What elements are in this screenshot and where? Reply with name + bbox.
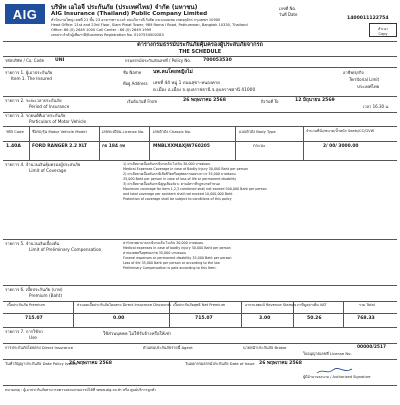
license-value: 00000/2517 <box>357 345 387 350</box>
net-premium-header: เบี้ยประกันภัยสุทธิ Net Premium <box>173 303 226 307</box>
stamps-value: 3.00 <box>259 316 271 321</box>
doc-no-value: 1400011122754 <box>347 16 389 21</box>
vehicle-header-body: แบบตัวถัง Body Type <box>239 129 276 134</box>
discount-value: 0.00 <box>113 316 125 321</box>
total-value: 768.33 <box>357 316 375 321</box>
item3-label-en: Particulars of Motor Vehicle <box>29 119 87 124</box>
company-name-th: บริษัท เอไอจี ประกันภัย (ประเทศไทย) จำกัด (มหาชน) <box>51 4 198 11</box>
vat-header: ภาษีมูลค่าเพิ่ม VAT <box>297 303 327 307</box>
item2-label-th: รายการ 2. ระยะเวลาประกันภัย <box>5 98 62 103</box>
doc-no-label: เลขที่ No. <box>279 6 297 11</box>
insured-address-value2: ต.เมือง อ.เมือง จ.อุบลราชธานี จ.อุบลราชธานี 41000 <box>153 88 256 93</box>
compensation-line: ค่ารักษาพยาบาลกรณีบาดเจ็บ ไม่เกิน 30,000 บาทต่อคน <box>123 241 204 245</box>
date-label: วันที่ Date <box>279 12 298 17</box>
authorized-signature-label: ผู้มีอำนาจลงนาม / Authorized Signature <box>303 375 371 379</box>
item2-label-en: Period of Insurance <box>29 104 70 109</box>
aig-logo: AIG <box>5 4 45 24</box>
company-name-en: AIG Insurance (Thailand) Public Company Limited <box>51 11 208 17</box>
issued-date-label: วันออกกรมธรรม์ประกันภัย Date of Issue <box>185 361 255 366</box>
territorial-limit-label: Territorial Limit <box>349 77 380 82</box>
agent-label: ตัวแทนประกันภัยรายนี้ Agent <box>143 345 193 350</box>
schedule-title-th: ตารางกรมธรรม์ประกันภัยคุ้มครองผู้ประสบภัยจากรถ <box>137 42 263 48</box>
issued-date-value: 26 พฤษภาคม 2568 <box>259 361 302 366</box>
phone-numbers: Office: 66 (0) 2649 1000 Call Center : 66 (0) 2649 1999 <box>51 28 152 32</box>
copy-stamp: สำเนา Copy <box>369 23 397 37</box>
compensation-line: Funeral expenses or permanent disability 35,000 Baht per person <box>123 256 232 260</box>
compensation-line: Medical expenses in case of bodily injury 30,000 Baht per person <box>123 246 231 250</box>
period-time-value: เวลา 16.30 น. <box>363 104 390 109</box>
address-en: Head Office: 21st and 23rd Floor, Siam Piwat Tower, 989 Rama I Road, Pathumwan, Bangkok 10330, Thailand <box>51 23 248 27</box>
insured-address-value: เลขที่ 44 หมู่ 1 ถนนสุขา-หนองคาย <box>153 81 220 86</box>
item6-label-th: รายการ 6. เบี้ยประกันภัย (บาท) <box>5 287 63 292</box>
policy-no-value: 700053530 <box>203 58 232 63</box>
item7-label-th: รายการ 7. การใช้รถ <box>5 329 43 334</box>
item1-label-th: รายการ 1. ผู้เอาประกันภัย <box>5 70 53 75</box>
vehicle-header-code: รหัส Code <box>6 129 24 134</box>
item3-label-th: รายการ 3. รถยนต์ที่เอาประกันภัย <box>5 113 66 118</box>
vehicle-header-license: เลขทะเบียน License No. <box>102 129 145 134</box>
period-to-label: ถึงวันที่ To <box>261 99 279 104</box>
item5-label-th: รายการ 5. จำนวนเงินเบื้องต้น <box>5 241 60 246</box>
broker-label: นายหน้าประกันภัย Broker <box>243 345 287 350</box>
signature-mark <box>315 367 355 376</box>
made-date-label: วันทำสัญญาประกันภัย Date Policy Issued <box>5 361 78 366</box>
compensation-line: ค่าปลงศพหรือทุพพลภาพ 35,000 บาทต่อคน <box>123 251 187 255</box>
license-label: ใบอนุญาตเลขที่ License No. <box>303 351 352 356</box>
schedule-title-en: THE SCHEDULE <box>178 49 222 55</box>
item5-label-en: Limit of Preliminary Compensation <box>29 247 102 252</box>
coverage-line: Maximum coverage for item 1,2,3 combined shall not exceed 500,000 Baht per person <box>123 187 267 191</box>
discount-header: ส่วนลดเบี้ยประกันภัยโดยตรง Direct Insurance Discounts <box>77 303 171 307</box>
vehicle-code-value: 1.40A <box>6 144 21 149</box>
total-header: รวม Total <box>359 303 375 307</box>
tax-id: เลขประจำตัวผู้เสียภาษี/Business Registration No. 0107554000283 <box>51 33 164 37</box>
territorial-limit-value: ประเทศไทย <box>357 85 380 90</box>
vehicle-use-value: ใช้ส่วนบุคคล ไม่ใช้รับจ้างหรือให้เช่า <box>103 332 172 337</box>
vehicle-chassis-value: MNBLXXMAXJW760205 <box>153 144 210 149</box>
coverage-line: 35,000 Baht per person in case of loss of life or permanent disability <box>123 177 237 181</box>
coverage-line: 2) ค่าเสียหายเบื้องต้นกรณีเสียชีวิตหรือทุพพลภาพอย่างถาวร 35,000 บาทต่อคน <box>123 172 236 176</box>
coverage-line: 3) ค่าเสียหายเบื้องต้นกรณีสูญเสียอวัยวะ ตามอัตราที่กฎหมายกำหนด <box>123 182 220 186</box>
coverage-line: Medical Expenses Coverage in case of Bodily Injury 30,000 Baht per person <box>123 167 248 171</box>
coverage-line: Protection of coverage shall be subject to conditions of this policy <box>123 197 232 201</box>
vehicle-header-model: ชื่อรถ/รุ่น Motor Vehicle Model <box>32 129 87 134</box>
co-code-value: UNI <box>55 58 65 63</box>
insured-name-value: นพ.ลนโดยหญิงไม่ <box>153 69 193 75</box>
coverage-line: and total coverage per accident shall not exceed 10,000,000 Baht <box>123 192 233 196</box>
vat-value: 50.26 <box>307 316 322 321</box>
co-code-label: รหัสบริษัท / Co. Code <box>5 58 45 63</box>
made-date-value: 26 พฤษภาคม 2568 <box>69 361 112 366</box>
vehicle-header-seats: จำนวนที่นั่ง/ขนาด/น้ำหนัก Seats/CC/GVW <box>306 129 375 133</box>
policy-no-label: กรมธรรม์ประกันภัยเลขที่ / Policy No. <box>125 58 192 63</box>
item4-label-en: Limit of Coverage <box>29 168 67 173</box>
vehicle-license-value: กจ 184 กท <box>102 144 126 149</box>
coverage-line: 1) ค่าเสียหายเบื้องต้นกรณีบาดเจ็บ ไม่เกิน 30,000 บาทต่อคน <box>123 162 211 166</box>
period-from-value: 26 พฤษภาคม 2568 <box>183 98 226 103</box>
address-th: สำนักงานใหญ่ เลขที่ 21 ชั้น 23 อาคารทาวเวอร์ ถนนวิภาวดี-รังสิต แขวงจอมพล เขตจตุจักร กรุงเทพฯ 10900 <box>51 18 221 22</box>
premium-value: 715.07 <box>25 316 43 321</box>
vehicle-seats-value: 2/ 00/ 3000.00 <box>323 144 359 149</box>
policy-schedule-document <box>3 2 397 402</box>
period-from-label: เริ่มต้นวันที่ From <box>127 99 158 104</box>
premium-header: เบี้ยประกันภัย Premium <box>7 303 45 307</box>
item7-label-en: Use <box>29 335 37 340</box>
compensation-line: Loss of life 35,000 Baht per person or according to the law <box>123 261 220 265</box>
item1-label-en: Item 1. The Insured <box>11 76 52 81</box>
item4-label-th: รายการ 4. จำนวนเงินคุ้มครองผู้ประสบภัย <box>5 162 81 167</box>
stamps-header: อากรแสตมป์ Revenue Stamps <box>245 303 297 307</box>
vehicle-model-value: FORD RANGER 2.2 XLT <box>32 144 88 149</box>
net-premium-value: 715.07 <box>195 316 213 321</box>
vehicle-body-value: กระบะ <box>253 144 266 149</box>
direct-insurance-label: การประกันภัยโดยตรง Direct Insurance <box>5 345 74 350</box>
insured-name-label: ชื่อ Name <box>123 70 142 75</box>
vehicle-header-chassis: เลขตัวถัง Chassis No. <box>153 129 192 134</box>
insured-address-label: ที่อยู่ Address <box>123 81 148 86</box>
item6-label-en: Premium (Baht) <box>29 293 62 298</box>
compensation-line: Preliminary Compensation is paid according to this Item. <box>123 266 217 270</box>
period-to-value: 12 มิถุนายน 2569 <box>295 98 335 103</box>
footer-note: หมายเหตุ : ผู้เอาประกันภัยสามารถตรวจสอบกรมธรรม์ได้ที่ www.aig.co.th หรือ ศูนย์บริการลูกค้า <box>5 388 157 392</box>
occupation-label: อาชีพ/ธุรกิจ <box>343 70 364 75</box>
